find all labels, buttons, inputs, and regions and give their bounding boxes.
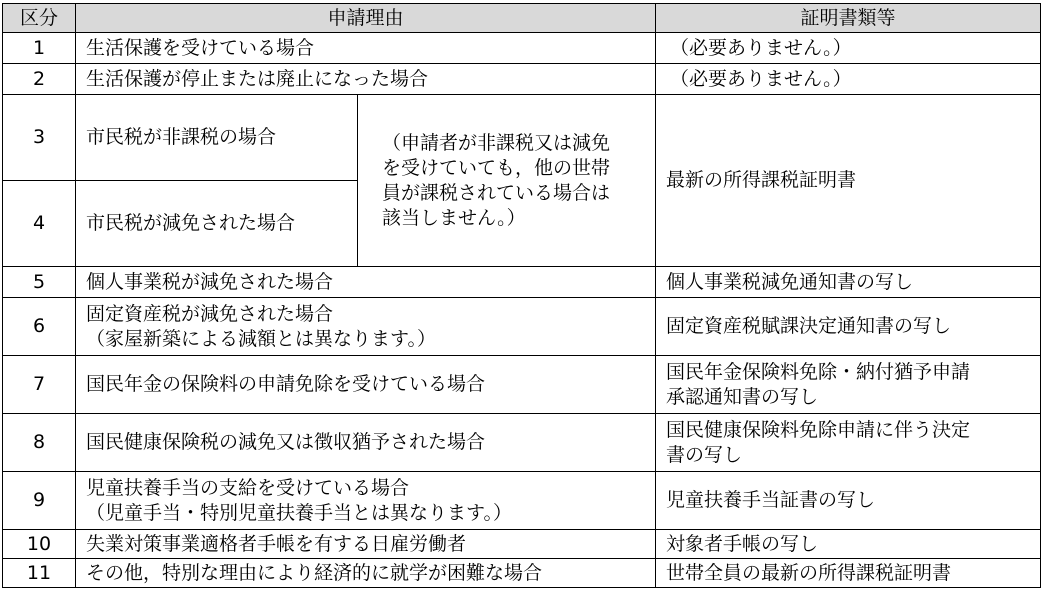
merged-note-cell: （申請者が非課税又は減免 を受けていても，他の世帯 員が課税されている場合は 該当しません。） <box>358 95 656 267</box>
table-row <box>3 33 1041 64</box>
reason-cell: 生活保護が停止または廃止になった場合 <box>76 64 656 95</box>
doc-cell: 児童扶養手当証書の写し <box>656 472 1041 530</box>
row-number: 8 <box>3 414 76 472</box>
reason-cell: 国民健康保険税の減免又は徴収猶予された場合 <box>76 414 656 472</box>
reason-cell: 市民税が非課税の場合 <box>76 95 358 181</box>
row-number: 9 <box>3 472 76 530</box>
header-kubun: 区分 <box>3 4 76 33</box>
reason-cell: 児童扶養手当の支給を受けている場合 （児童手当・特別児童扶養手当とは異なります。） <box>76 472 656 530</box>
table-row <box>3 95 1041 181</box>
doc-cell: 固定資産税賦課決定通知書の写し <box>656 298 1041 356</box>
row-number: 3 <box>3 95 76 181</box>
reason-cell: 失業対策事業適格者手帳を有する日雇労働者 <box>76 530 656 559</box>
application-reasons-table <box>2 3 1041 588</box>
row-number: 2 <box>3 64 76 95</box>
reason-cell: 個人事業税が減免された場合 <box>76 267 656 298</box>
doc-cell: （必要ありません。） <box>656 64 1041 95</box>
header-docs: 証明書類等 <box>656 4 1041 33</box>
table-row <box>3 530 1041 559</box>
reason-cell: 市民税が減免された場合 <box>76 181 358 267</box>
table-row <box>3 414 1041 472</box>
doc-cell: （必要ありません。） <box>656 33 1041 64</box>
table-row <box>3 559 1041 588</box>
table-row <box>3 472 1041 530</box>
table-row <box>3 267 1041 298</box>
doc-cell: 国民年金保険料免除・納付猶予申請 承認通知書の写し <box>656 356 1041 414</box>
row-number: 6 <box>3 298 76 356</box>
reason-cell: 国民年金の保険料の申請免除を受けている場合 <box>76 356 656 414</box>
table-row <box>3 356 1041 414</box>
table-row <box>3 298 1041 356</box>
doc-cell: 対象者手帳の写し <box>656 530 1041 559</box>
row-number: 1 <box>3 33 76 64</box>
row-number: 11 <box>3 559 76 588</box>
reason-cell: 固定資産税が減免された場合 （家屋新築による減額とは異なります。） <box>76 298 656 356</box>
doc-cell: 世帯全員の最新の所得課税証明書 <box>656 559 1041 588</box>
doc-cell: 国民健康保険料免除申請に伴う決定 書の写し <box>656 414 1041 472</box>
row-number: 10 <box>3 530 76 559</box>
doc-cell: 個人事業税減免通知書の写し <box>656 267 1041 298</box>
table-row <box>3 64 1041 95</box>
reason-cell: その他，特別な理由により経済的に就学が困難な場合 <box>76 559 656 588</box>
reason-cell: 生活保護を受けている場合 <box>76 33 656 64</box>
merged-doc-cell: 最新の所得課税証明書 <box>656 95 1041 267</box>
row-number: 5 <box>3 267 76 298</box>
header-reason: 申請理由 <box>76 4 656 33</box>
header-row <box>3 4 1041 33</box>
row-number: 7 <box>3 356 76 414</box>
row-number: 4 <box>3 181 76 267</box>
